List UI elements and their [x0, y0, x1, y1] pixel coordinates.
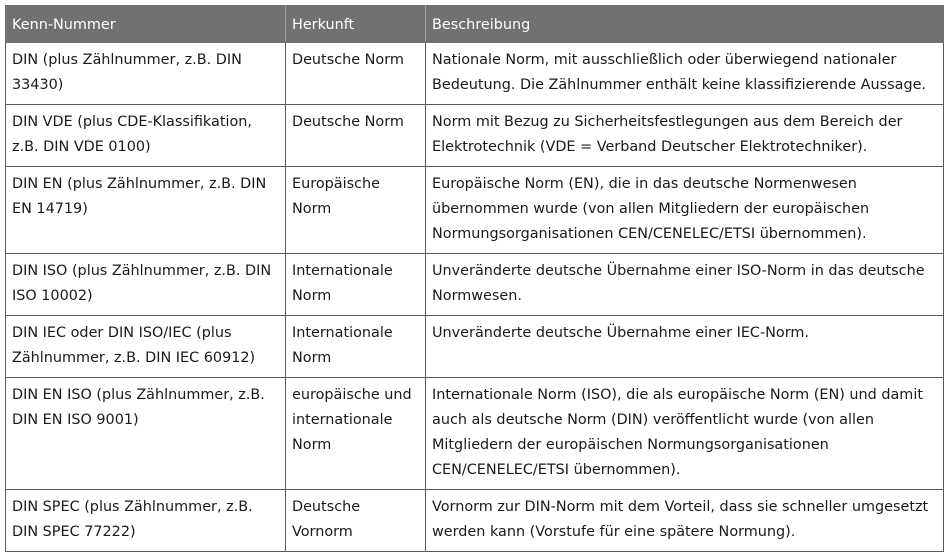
table-row [6, 316, 944, 378]
table-body [6, 43, 944, 552]
cell-herkunft: Internationale Norm [286, 254, 426, 316]
header-beschreibung: Beschreibung [426, 6, 944, 43]
cell-kenn-nummer: DIN IEC oder DIN ISO/IEC (plus Zählnummer, z.B. DIN IEC 60912) [6, 316, 286, 378]
cell-beschreibung: Europäische Norm (EN), die in das deutsche Normenwesen übernommen wurde (von allen Mitgliedern der europäischen Normungsorganisationen CEN/CENELEC/ETSI übernommen). [426, 167, 944, 254]
cell-kenn-nummer: DIN ISO (plus Zählnummer, z.B. DIN ISO 10002) [6, 254, 286, 316]
table-row [6, 378, 944, 490]
table-row [6, 43, 944, 105]
cell-kenn-nummer: DIN EN (plus Zählnummer, z.B. DIN EN 14719) [6, 167, 286, 254]
cell-kenn-nummer: DIN EN ISO (plus Zählnummer, z.B. DIN EN ISO 9001) [6, 378, 286, 490]
cell-beschreibung: Nationale Norm, mit ausschließlich oder überwiegend nationaler Bedeutung. Die Zählnummer enthält keine klassifizierende Aussage. [426, 43, 944, 105]
header-row [6, 6, 944, 43]
norm-table [5, 5, 944, 552]
cell-beschreibung: Unveränderte deutsche Übernahme einer ISO-Norm in das deutsche Normwesen. [426, 254, 944, 316]
table-row [6, 254, 944, 316]
table-row [6, 105, 944, 167]
cell-herkunft: Deutsche Vornorm [286, 490, 426, 552]
cell-beschreibung: Internationale Norm (ISO), die als europäische Norm (EN) und damit auch als deutsche Norm (DIN) veröffentlicht wurde (von allen Mitgliedern der europäischen Normungsorganisationen CEN/CENELEC/ETSI übernommen). [426, 378, 944, 490]
header-herkunft: Herkunft [286, 6, 426, 43]
cell-kenn-nummer: DIN SPEC (plus Zählnummer, z.B. DIN SPEC 77222) [6, 490, 286, 552]
cell-beschreibung: Unveränderte deutsche Übernahme einer IEC-Norm. [426, 316, 944, 378]
cell-herkunft: Deutsche Norm [286, 43, 426, 105]
table-row [6, 490, 944, 552]
cell-kenn-nummer: DIN VDE (plus CDE-Klassifikation, z.B. DIN VDE 0100) [6, 105, 286, 167]
cell-beschreibung: Vornorm zur DIN-Norm mit dem Vorteil, dass sie schneller umgesetzt werden kann (Vorstufe für eine spätere Normung). [426, 490, 944, 552]
cell-herkunft: Europäische Norm [286, 167, 426, 254]
cell-herkunft: Deutsche Norm [286, 105, 426, 167]
table-header [6, 6, 944, 43]
table-row [6, 167, 944, 254]
cell-beschreibung: Norm mit Bezug zu Sicherheitsfestlegungen aus dem Bereich der Elektrotechnik (VDE = Verband Deutscher Elektrotechniker). [426, 105, 944, 167]
cell-herkunft: Internationale Norm [286, 316, 426, 378]
header-kenn-nummer: Kenn-Nummer [6, 6, 286, 43]
cell-kenn-nummer: DIN (plus Zählnummer, z.B. DIN 33430) [6, 43, 286, 105]
cell-herkunft: europäische und internationale Norm [286, 378, 426, 490]
